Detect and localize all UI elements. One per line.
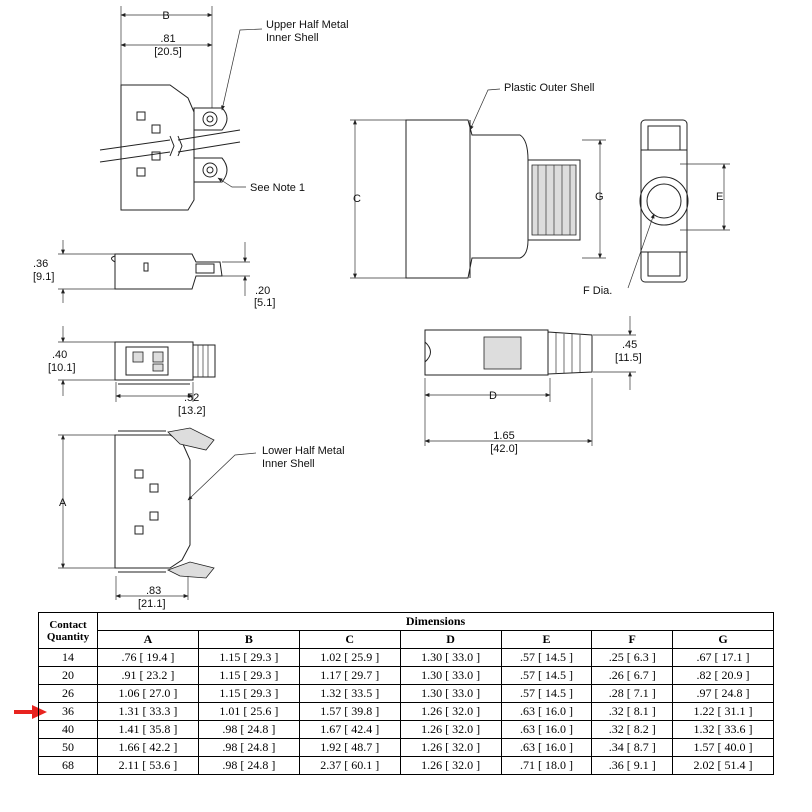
column-header-c: C	[299, 631, 400, 649]
side-profile-view	[33, 240, 275, 309]
dimension-cell-f: .28 [ 7.1 ]	[592, 685, 673, 703]
dimension-cell-f: .36 [ 9.1 ]	[592, 757, 673, 775]
dimension-cell-c: 2.37 [ 60.1 ]	[299, 757, 400, 775]
dim-20-mm: [5.1]	[254, 297, 276, 309]
see-note-label: See Note 1	[250, 182, 306, 194]
dimension-cell-e: .57 [ 14.5 ]	[501, 685, 592, 703]
contact-quantity-cell: 14	[39, 649, 98, 667]
dimensions-table	[38, 612, 774, 775]
dimension-cell-b: .98 [ 24.8 ]	[198, 757, 299, 775]
dimension-cell-a: 1.41 [ 35.8 ]	[98, 721, 199, 739]
lower-shell-view	[58, 428, 345, 610]
dimension-cell-d: 1.26 [ 32.0 ]	[400, 703, 501, 721]
dimension-cell-f: .25 [ 6.3 ]	[592, 649, 673, 667]
contact-quantity-cell: 50	[39, 739, 98, 757]
dimension-cell-b: .98 [ 24.8 ]	[198, 739, 299, 757]
dim-36-in: .36	[33, 258, 49, 270]
dimension-cell-f: .32 [ 8.2 ]	[592, 721, 673, 739]
dim-d-label: D	[489, 390, 497, 402]
dimension-cell-a: 1.66 [ 42.2 ]	[98, 739, 199, 757]
dimension-cell-e: .63 [ 16.0 ]	[501, 721, 592, 739]
column-header-a: A	[98, 631, 199, 649]
contact-quantity-cell: 40	[39, 721, 98, 739]
dimension-cell-c: 1.02 [ 25.9 ]	[299, 649, 400, 667]
dimension-cell-e: .71 [ 18.0 ]	[501, 757, 592, 775]
dim-36-mm: [9.1]	[33, 271, 55, 283]
upper-shell-view	[100, 6, 349, 210]
dim-52-mm: [13.2]	[178, 405, 206, 417]
outer-shell-view	[350, 82, 606, 278]
dimension-cell-g: .67 [ 17.1 ]	[673, 649, 774, 667]
dimension-cell-e: .63 [ 16.0 ]	[501, 739, 592, 757]
table-row	[39, 757, 774, 775]
table-row	[39, 739, 774, 757]
dim-45-in: .45	[622, 339, 638, 351]
dim-165-mm: [42.0]	[490, 443, 518, 455]
lower-shell-label-1: Lower Half Metal	[262, 445, 345, 457]
dimension-cell-c: 1.67 [ 42.4 ]	[299, 721, 400, 739]
dimension-cell-d: 1.26 [ 32.0 ]	[400, 721, 501, 739]
dimension-cell-d: 1.26 [ 32.0 ]	[400, 739, 501, 757]
lower-shell-label-2: Inner Shell	[262, 458, 315, 470]
dimension-cell-c: 1.32 [ 33.5 ]	[299, 685, 400, 703]
dimension-cell-g: 1.22 [ 31.1 ]	[673, 703, 774, 721]
dimension-cell-f: .32 [ 8.1 ]	[592, 703, 673, 721]
dim-81-in: .81	[160, 33, 176, 45]
column-header-d: D	[400, 631, 501, 649]
end-view	[583, 120, 730, 297]
dimension-cell-g: .82 [ 20.9 ]	[673, 667, 774, 685]
dimension-cell-g: 1.57 [ 40.0 ]	[673, 739, 774, 757]
dimension-cell-e: .63 [ 16.0 ]	[501, 703, 592, 721]
contact-quantity-cell: 26	[39, 685, 98, 703]
dimension-cell-b: 1.01 [ 25.6 ]	[198, 703, 299, 721]
column-header-row	[39, 631, 774, 649]
dimensions-header: Dimensions	[98, 613, 774, 631]
dim-e-label: E	[716, 191, 724, 203]
dimension-cell-a: 2.11 [ 53.6 ]	[98, 757, 199, 775]
column-header-f: F	[592, 631, 673, 649]
dimension-cell-f: .34 [ 8.7 ]	[592, 739, 673, 757]
table-row	[39, 685, 774, 703]
column-header-b: B	[198, 631, 299, 649]
dim-40-mm: [10.1]	[48, 362, 76, 374]
dimension-cell-c: 1.17 [ 29.7 ]	[299, 667, 400, 685]
contact-quantity-cell: 68	[39, 757, 98, 775]
dim-20-in: .20	[255, 285, 271, 297]
contact-quantity-cell: 20	[39, 667, 98, 685]
dimension-cell-b: 1.15 [ 29.3 ]	[198, 649, 299, 667]
dimension-cell-b: 1.15 [ 29.3 ]	[198, 667, 299, 685]
dimension-cell-d: 1.30 [ 33.0 ]	[400, 649, 501, 667]
upper-shell-label-1: Upper Half Metal	[266, 19, 349, 31]
dimension-cell-g: .97 [ 24.8 ]	[673, 685, 774, 703]
contact-quantity-header: Contact Quantity	[39, 613, 98, 649]
table-row	[39, 721, 774, 739]
dimension-cell-g: 1.32 [ 33.6 ]	[673, 721, 774, 739]
table-row	[39, 703, 774, 721]
dimension-cell-d: 1.26 [ 32.0 ]	[400, 757, 501, 775]
dimension-cell-e: .57 [ 14.5 ]	[501, 667, 592, 685]
dimension-cell-e: .57 [ 14.5 ]	[501, 649, 592, 667]
table-row	[39, 649, 774, 667]
column-header-e: E	[501, 631, 592, 649]
dimension-cell-b: 1.15 [ 29.3 ]	[198, 685, 299, 703]
dimension-cell-a: 1.06 [ 27.0 ]	[98, 685, 199, 703]
dim-c-label: C	[353, 193, 361, 205]
dimension-cell-g: 2.02 [ 51.4 ]	[673, 757, 774, 775]
dimension-cell-b: .98 [ 24.8 ]	[198, 721, 299, 739]
dimension-cell-c: 1.92 [ 48.7 ]	[299, 739, 400, 757]
dim-52-in: .52	[184, 392, 200, 404]
dim-45-mm: [11.5]	[615, 352, 642, 364]
plastic-outer-shell-label: Plastic Outer Shell	[504, 82, 595, 94]
dim-83-in: .83	[146, 585, 162, 597]
f-dia-label: F Dia.	[583, 285, 613, 297]
dim-83-mm: [21.1]	[138, 598, 166, 610]
dimension-cell-d: 1.30 [ 33.0 ]	[400, 685, 501, 703]
dim-81-mm: [20.5]	[154, 46, 182, 58]
dimension-cell-f: .26 [ 6.7 ]	[592, 667, 673, 685]
top-detail-view	[48, 326, 215, 417]
table-row	[39, 667, 774, 685]
dim-a-label: A	[59, 497, 67, 509]
dimension-cell-a: 1.31 [ 33.3 ]	[98, 703, 199, 721]
upper-shell-label-2: Inner Shell	[266, 32, 319, 44]
dim-165-in: 1.65	[493, 430, 515, 442]
dimension-cell-c: 1.57 [ 39.8 ]	[299, 703, 400, 721]
bottom-side-view	[425, 316, 642, 455]
dimension-cell-a: .76 [ 19.4 ]	[98, 649, 199, 667]
contact-quantity-cell: 36	[39, 703, 98, 721]
dim-b-label: B	[162, 10, 170, 22]
dim-40-in: .40	[52, 349, 68, 361]
dimension-cell-a: .91 [ 23.2 ]	[98, 667, 199, 685]
dimension-cell-d: 1.30 [ 33.0 ]	[400, 667, 501, 685]
column-header-g: G	[673, 631, 774, 649]
dim-g-label: G	[595, 191, 604, 203]
